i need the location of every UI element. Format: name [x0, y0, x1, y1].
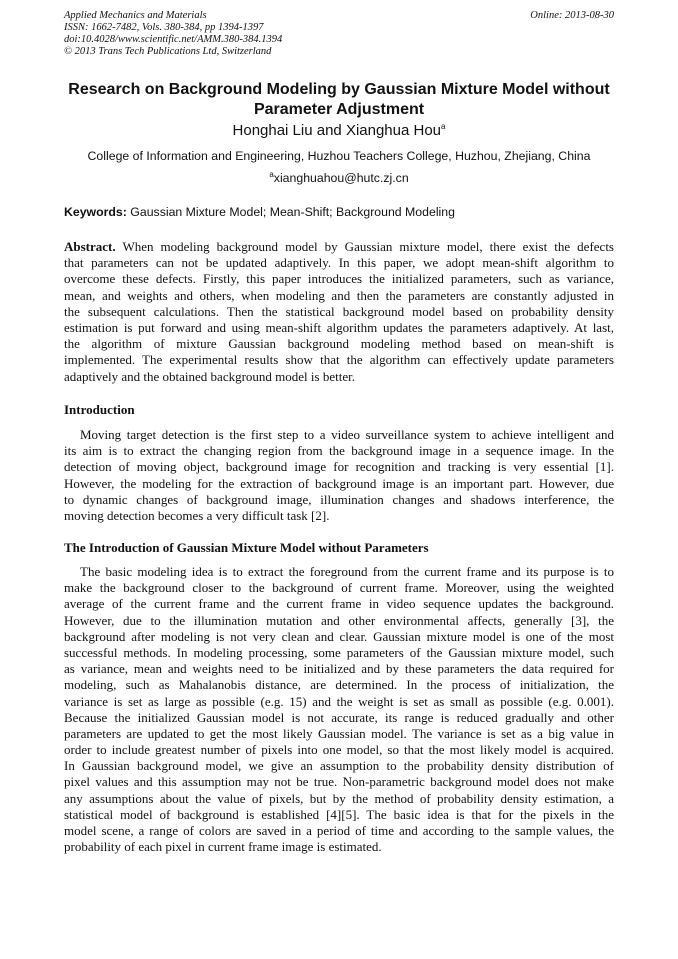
section-gmm-body — [64, 564, 614, 855]
text-line: implemented. The experimental results show that the algorithm can effectively update parameters — [64, 352, 614, 368]
journal-header — [64, 10, 282, 58]
journal-name: Applied Mechanics and Materials — [64, 10, 207, 21]
keywords-text: Gaussian Mixture Model; Mean-Shift; Background Modeling — [130, 205, 455, 219]
email-address: xianghuahou@hutc.zj.cn — [273, 171, 409, 186]
text-line: successful methods. In modeling processing, some parameters of the Gaussian mixture model, such — [64, 644, 614, 660]
text-line: parameters are updated to get the most likely Gaussian model. The variance is set as a big value in — [64, 725, 614, 741]
author-sup: a — [441, 122, 446, 131]
email — [0, 170, 678, 185]
text-line: detection of moving object, background image for recognition and tracking is very essential [1]. — [64, 459, 614, 475]
text-line: In Gaussian background model, we give an assumption to the probability density distribution of — [64, 758, 614, 774]
text-line: However, due to the illumination mutation and other environmental affects, generally [3], the — [64, 612, 614, 628]
text-line: modeling, such as Mahalanobis distance, are determined. In the process of initialization, the — [64, 677, 614, 693]
online-date: Online: 2013-08-30 — [530, 10, 614, 21]
text-line: adaptively and the obtained background model is better. — [64, 368, 355, 384]
text-line: pixel values and this assumption may not be true. Non-parametric background model does not make — [64, 774, 614, 790]
text-line: order to include greatest number of pixels into one model, so that the most likely model is acquired. — [64, 742, 614, 758]
text-line: to dynamic changes of background image, illumination changes and shadows interference, the — [64, 491, 614, 507]
text-line: background after modeling is not very clean and clear. Gaussian mixture model is one of the most — [64, 628, 614, 644]
text-line: moving detection becomes a very difficult task [2]. — [64, 507, 330, 523]
text-line: variance is set as large as possible (e.g. 15) and the weight is set as small as possible (e.g. 0.001). — [64, 693, 614, 709]
text-line: overcome these defects. Firstly, this paper introduces the initialized parameters, such as variance, — [64, 271, 614, 287]
section-introduction-body — [64, 427, 614, 524]
text-line: statistical model of background is established [4][5]. The basic idea is that for the pixels in the — [64, 806, 614, 822]
abstract-text: When modeling background model by Gaussian mixture model, there exist the defects — [122, 239, 614, 254]
text-line: the subsequent calculations. Then the statistical background model based on probability density — [64, 303, 614, 319]
keywords-label: Keywords: — [64, 205, 127, 219]
section-heading-gmm: The Introduction of Gaussian Mixture Model without Parameters — [64, 540, 429, 555]
text-line: The basic modeling idea is to extract the foreground from the current frame and its purpose is to — [80, 564, 614, 579]
text-line: its aim is to extract the changing region from the background image in a sequence image. In the — [64, 443, 614, 459]
text-line: Because the initialized Gaussian model is not accurate, its range is reduced gradually and other — [64, 709, 614, 725]
email-sup: a — [269, 170, 274, 179]
doi: doi:10.4028/www.scientific.net/AMM.380-384.1394 — [64, 34, 283, 45]
abstract — [64, 239, 614, 385]
text-line: that parameters can not be updated adaptively. In this paper, we adopt mean-shift algorithm to — [64, 255, 614, 271]
text-line: the algorithm of mixture Gaussian background modeling method based on mean-shift is — [64, 336, 614, 352]
affiliation: College of Information and Engineering, Huzhou Teachers College, Huzhou, Zhejiang, China — [87, 149, 591, 163]
text-line: make the background closer to the background of current frame. Moreover, using the weighted — [64, 580, 614, 596]
copyright: © 2013 Trans Tech Publications Ltd, Switzerland — [64, 46, 272, 57]
text-line — [64, 239, 614, 255]
text-line: mean, and weights and others, when modeling and then the parameters are constantly adjusted in — [64, 287, 614, 303]
author-names: Honghai Liu and Xianghua Hou — [232, 122, 442, 139]
text-line: probability of each pixel in current frame image is estimated. — [64, 839, 382, 855]
issn: ISSN: 1662-7482, Vols. 380-384, pp 1394-1397 — [64, 22, 264, 33]
paper-title: Research on Background Modeling by Gaussian Mixture Model without Parameter Adjustment — [68, 81, 610, 118]
text-line: However, the modeling for the extraction of background image is an important part. However, due — [64, 475, 614, 491]
text-line: estimation is put forward and using mean-shift algorithm updates the parameters adaptively. At last, — [64, 319, 614, 335]
text-line: any assumptions about the value of pixels, but by the method of probability density estimation, a — [64, 790, 614, 806]
section-heading-introduction: Introduction — [64, 402, 135, 417]
keywords — [64, 205, 455, 219]
text-line: model scene, a range of colors are saved in a period of time and according to the sample values, the — [64, 823, 614, 838]
text-line: average of the current frame and the current frame in video sequence updates the background. — [64, 596, 614, 612]
abstract-label: Abstract. — [64, 239, 116, 254]
text-line: as variance, mean and weights need to be initialized and by these parameters the data required for — [64, 661, 614, 677]
authors — [0, 122, 678, 139]
text-line: Moving target detection is the first step to a video surveillance system to achieve intelligent and — [80, 427, 614, 442]
